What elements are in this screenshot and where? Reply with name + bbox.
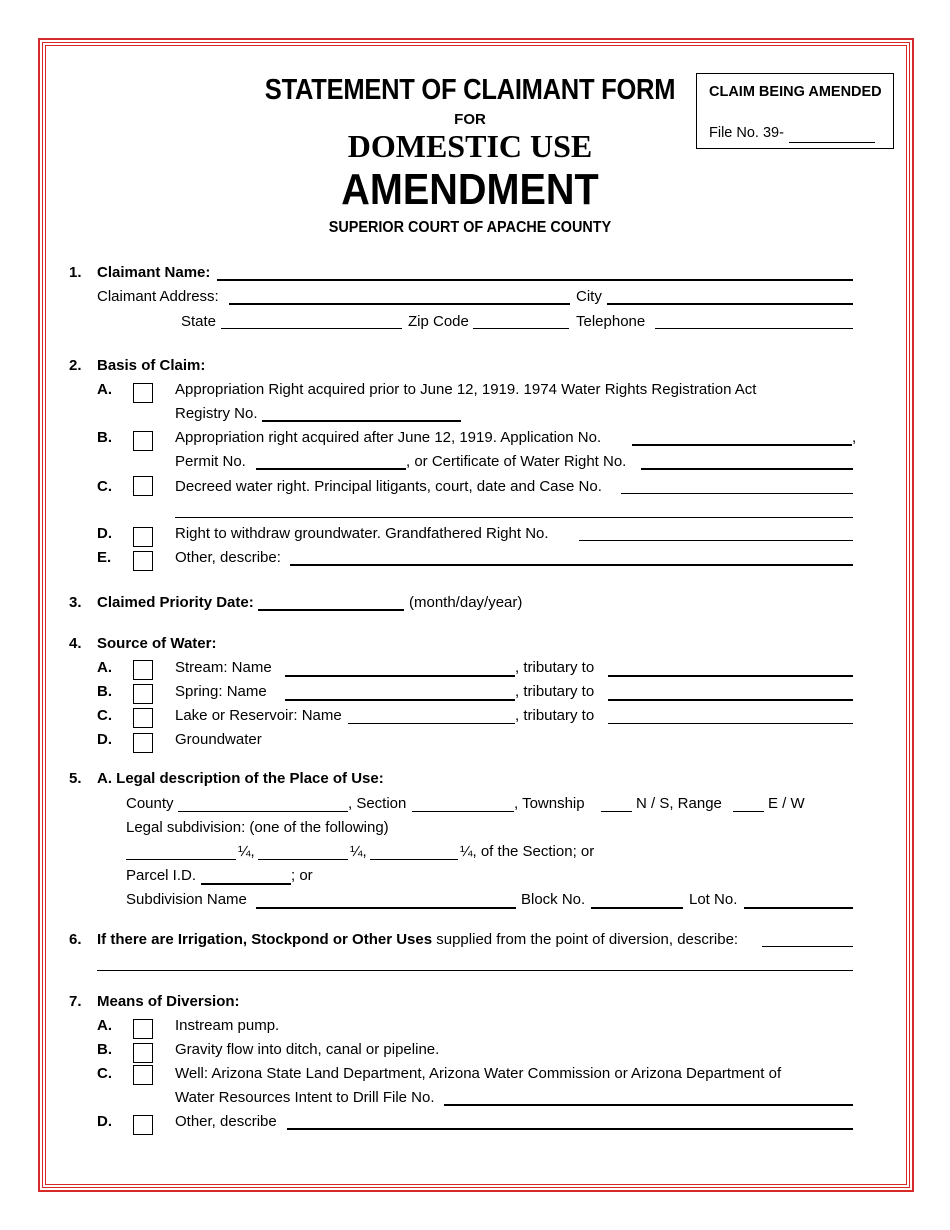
source-c-letter: C. xyxy=(97,707,112,724)
telephone-label: Telephone xyxy=(576,313,646,330)
grandfathered-right-field[interactable] xyxy=(579,540,853,541)
diversion-b-letter: B. xyxy=(97,1041,112,1058)
basis-c-checkbox[interactable] xyxy=(133,476,153,496)
other-uses-field[interactable] xyxy=(762,946,853,947)
state-field[interactable] xyxy=(221,328,402,329)
spring-tributary-label: , tributary to xyxy=(515,683,595,700)
basis-e-letter: E. xyxy=(97,549,112,566)
section-5-number: 5. xyxy=(69,770,82,787)
other-uses-field-line-2[interactable] xyxy=(97,970,853,971)
intent-to-drill-label: Water Resources Intent to Drill File No. xyxy=(175,1089,435,1106)
claim-amended-box xyxy=(696,73,894,149)
section-6-number: 6. xyxy=(69,931,82,948)
certificate-label: , or Certificate of Water Right No. xyxy=(406,453,627,470)
source-a-letter: A. xyxy=(97,659,112,676)
claimant-name-label: Claimant Name: xyxy=(97,264,211,281)
lot-no-label: Lot No. xyxy=(689,891,738,908)
file-no-label: File No. 39- xyxy=(709,125,784,141)
basis-b-letter: B. xyxy=(97,429,112,446)
city-label: City xyxy=(576,288,602,305)
township-field[interactable] xyxy=(601,811,632,812)
basis-d-text: Right to withdraw groundwater. Grandfathered Right No. xyxy=(175,525,549,542)
zip-label: Zip Code xyxy=(408,313,469,330)
quarter-3-field[interactable] xyxy=(370,859,458,860)
block-no-field[interactable] xyxy=(591,907,683,909)
zip-field[interactable] xyxy=(473,328,569,329)
form-domestic-use: DOMESTIC USE xyxy=(347,128,593,164)
parcel-id-label: Parcel I.D. xyxy=(126,867,197,884)
quarter-3-label: ¼, of the Section; or xyxy=(460,843,595,860)
source-d-letter: D. xyxy=(97,731,112,748)
form-court: SUPERIOR COURT OF APACHE COUNTY xyxy=(328,219,612,236)
diversion-d-letter: D. xyxy=(97,1113,112,1130)
priority-date-field[interactable] xyxy=(258,609,404,611)
form-for: FOR xyxy=(454,111,486,128)
place-of-use-title: A. Legal description of the Place of Use: xyxy=(97,770,384,787)
quarter-2-field[interactable] xyxy=(258,859,348,860)
ns-range-label: N / S, Range xyxy=(636,795,722,812)
spring-tributary-field[interactable] xyxy=(608,699,853,701)
legal-subdivision-label: Legal subdivision: (one of the following) xyxy=(126,819,389,836)
priority-date-label: Claimed Priority Date: xyxy=(97,594,254,611)
state-label: State xyxy=(181,313,217,330)
other-uses-bold: If there are Irrigation, Stockpond or Other Uses xyxy=(97,931,433,948)
stream-tributary-field[interactable] xyxy=(608,675,853,677)
other-diversion-label: Other, describe xyxy=(175,1113,277,1130)
claimant-address-label: Claimant Address: xyxy=(97,288,219,305)
quarter-2-label: ¼, xyxy=(350,843,367,860)
county-field[interactable] xyxy=(178,811,348,812)
case-no-field[interactable] xyxy=(621,493,853,494)
inner-border xyxy=(45,45,907,1185)
section-1-number: 1. xyxy=(69,264,82,281)
spring-name-field[interactable] xyxy=(285,699,515,701)
basis-d-letter: D. xyxy=(97,525,112,542)
registry-no-field[interactable] xyxy=(262,420,461,422)
permit-no-field[interactable] xyxy=(256,468,406,470)
subdivision-name-label: Subdivision Name xyxy=(126,891,247,908)
gravity-flow-label: Gravity flow into ditch, canal or pipeline. xyxy=(175,1041,440,1058)
diversion-c-checkbox[interactable] xyxy=(133,1065,153,1085)
stream-name-label: Stream: Name xyxy=(175,659,272,676)
basis-e-checkbox[interactable] xyxy=(133,551,153,571)
form-amendment: AMENDMENT xyxy=(341,165,599,214)
claimant-name-field[interactable] xyxy=(217,279,853,281)
application-no-comma: , xyxy=(852,429,857,446)
source-b-letter: B. xyxy=(97,683,112,700)
other-uses-text xyxy=(97,931,738,948)
subdivision-name-field[interactable] xyxy=(256,907,516,909)
basis-b-checkbox[interactable] xyxy=(133,431,153,451)
diversion-b-checkbox[interactable] xyxy=(133,1043,153,1063)
basis-d-checkbox[interactable] xyxy=(133,527,153,547)
section-4-number: 4. xyxy=(69,635,82,652)
means-of-diversion-title: Means of Diversion: xyxy=(97,993,240,1010)
source-d-checkbox[interactable] xyxy=(133,733,153,753)
diversion-c-letter: C. xyxy=(97,1065,112,1082)
application-no-field[interactable] xyxy=(632,444,852,446)
lot-no-field[interactable] xyxy=(744,907,853,909)
section-field[interactable] xyxy=(412,811,514,812)
groundwater-label: Groundwater xyxy=(175,731,262,748)
basis-e-text: Other, describe: xyxy=(175,549,281,566)
basis-b-text: Appropriation right acquired after June 12, 1919. Application No. xyxy=(175,429,602,446)
range-field[interactable] xyxy=(733,811,764,812)
other-describe-field[interactable] xyxy=(290,564,853,566)
diversion-a-letter: A. xyxy=(97,1017,112,1034)
permit-no-label: Permit No. xyxy=(175,453,246,470)
certificate-no-field[interactable] xyxy=(641,468,853,470)
instream-pump-label: Instream pump. xyxy=(175,1017,280,1034)
city-field[interactable] xyxy=(607,303,853,305)
spring-name-label: Spring: Name xyxy=(175,683,267,700)
lake-tributary-label: , tributary to xyxy=(515,707,595,724)
section-2-number: 2. xyxy=(69,357,82,374)
basis-a-text: Appropriation Right acquired prior to June 12, 1919. 1974 Water Rights Registration Act xyxy=(175,381,757,398)
other-diversion-field[interactable] xyxy=(287,1128,853,1130)
registry-no-label: Registry No. xyxy=(175,405,258,422)
priority-date-hint: (month/day/year) xyxy=(409,594,523,611)
case-no-field-line-2[interactable] xyxy=(175,517,853,518)
source-a-checkbox[interactable] xyxy=(133,660,153,680)
section-7-number: 7. xyxy=(69,993,82,1010)
source-of-water-title: Source of Water: xyxy=(97,635,217,652)
quarter-1-label: ¼, xyxy=(238,843,255,860)
telephone-field[interactable] xyxy=(655,328,853,329)
lake-name-field[interactable] xyxy=(348,723,515,724)
source-c-checkbox[interactable] xyxy=(133,708,153,728)
diversion-a-checkbox[interactable] xyxy=(133,1019,153,1039)
section-3-number: 3. xyxy=(69,594,82,611)
claimant-address-field[interactable] xyxy=(229,303,570,305)
parcel-or-label: ; or xyxy=(291,867,313,884)
basis-of-claim-title: Basis of Claim: xyxy=(97,357,206,374)
other-uses-rest: supplied from the point of diversion, describe: xyxy=(436,931,739,948)
stream-tributary-label: , tributary to xyxy=(515,659,595,676)
parcel-id-field[interactable] xyxy=(201,883,291,885)
quarter-1-field[interactable] xyxy=(126,859,236,860)
claim-box-title: CLAIM BEING AMENDED xyxy=(709,84,882,100)
basis-c-letter: C. xyxy=(97,478,112,495)
source-b-checkbox[interactable] xyxy=(133,684,153,704)
basis-a-letter: A. xyxy=(97,381,112,398)
basis-c-text: Decreed water right. Principal litigants, court, date and Case No. xyxy=(175,478,602,495)
form-title: STATEMENT OF CLAIMANT FORM xyxy=(264,74,676,106)
file-no-field[interactable] xyxy=(789,142,875,143)
basis-a-checkbox[interactable] xyxy=(133,383,153,403)
township-label: , Township xyxy=(514,795,585,812)
lake-tributary-field[interactable] xyxy=(608,723,853,724)
block-no-label: Block No. xyxy=(521,891,586,908)
section-label: , Section xyxy=(348,795,407,812)
intent-to-drill-field[interactable] xyxy=(444,1104,853,1106)
diversion-d-checkbox[interactable] xyxy=(133,1115,153,1135)
stream-name-field[interactable] xyxy=(285,675,515,677)
lake-name-label: Lake or Reservoir: Name xyxy=(175,707,342,724)
well-label: Well: Arizona State Land Department, Arizona Water Commission or Arizona Department of xyxy=(175,1065,782,1082)
ew-label: E / W xyxy=(768,795,805,812)
county-label: County xyxy=(126,795,174,812)
